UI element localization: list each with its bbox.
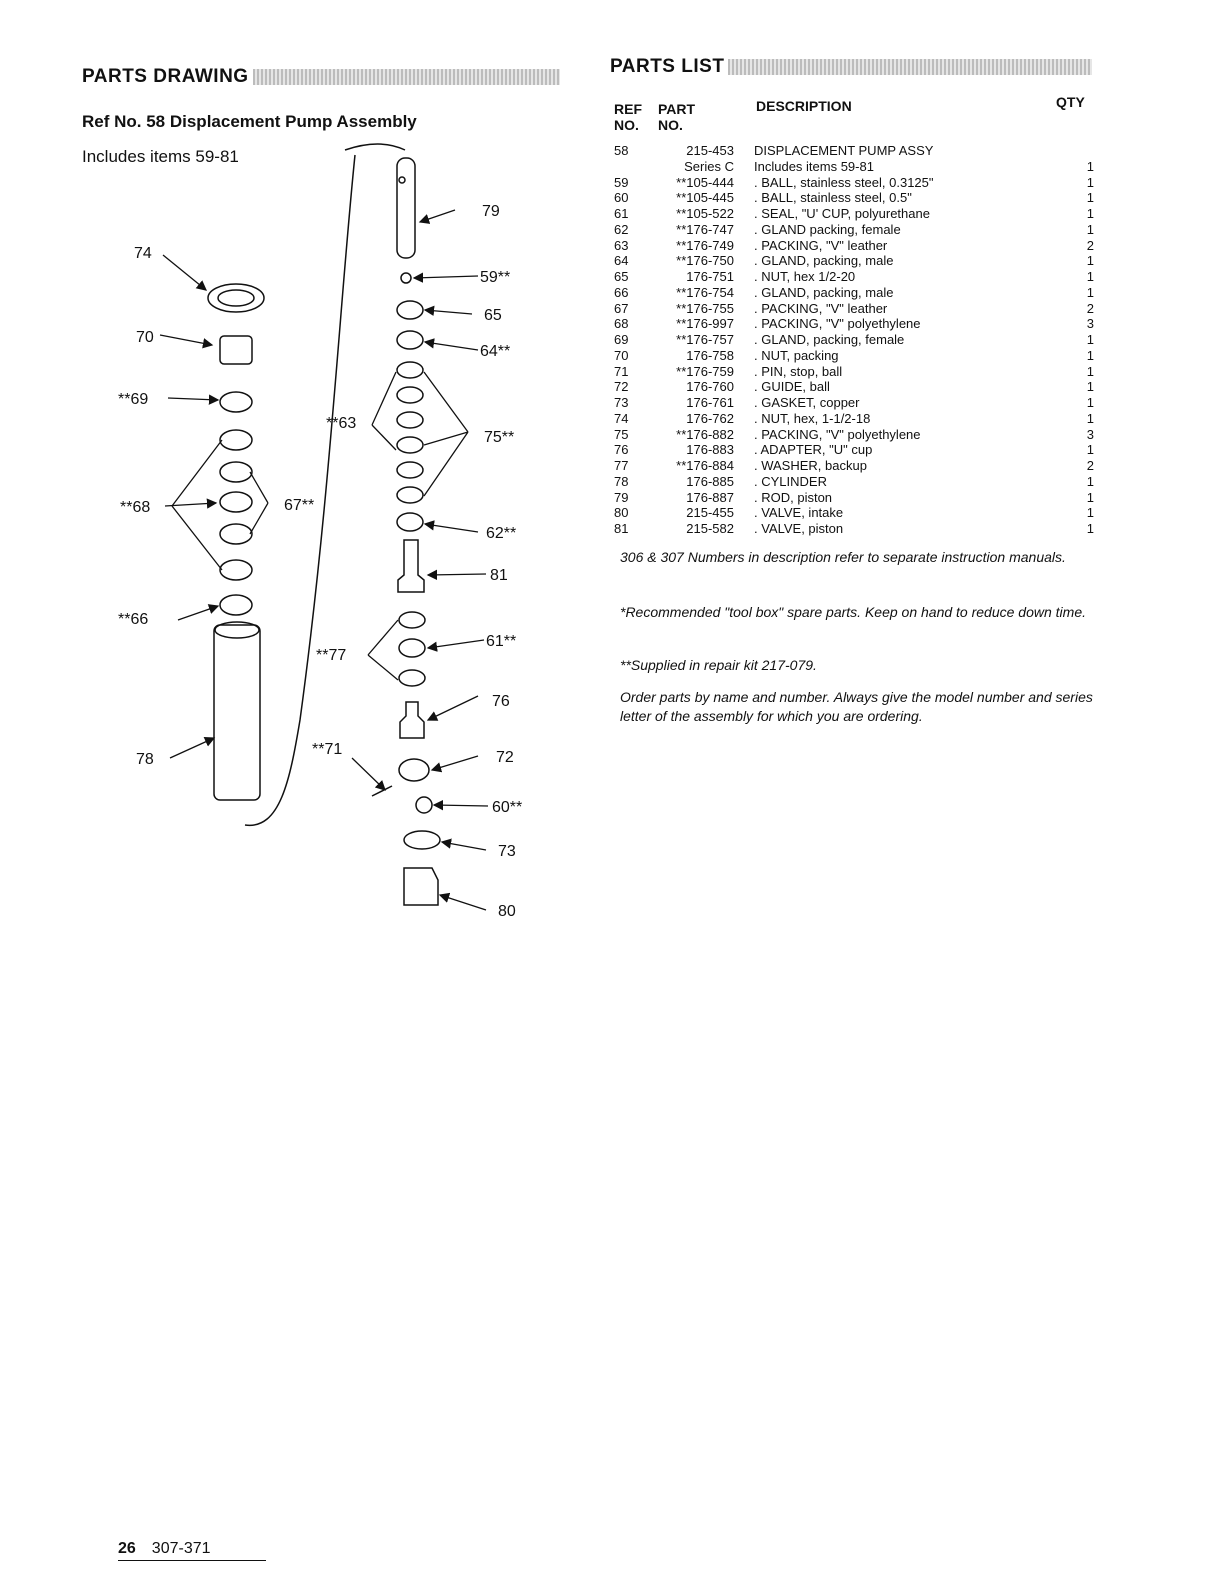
gland-64 (397, 331, 423, 349)
col-part-header: PART NO. (658, 101, 696, 133)
qty-cell: 1 (1086, 269, 1094, 284)
piston-valve-81 (398, 540, 424, 592)
col-description-header: DESCRIPTION (756, 98, 852, 114)
ref-cell: 73 (614, 395, 629, 410)
label-81: 81 (490, 567, 508, 584)
description-cell: . BALL, stainless steel, 0.3125" (754, 174, 934, 190)
label-71: **71 (312, 741, 343, 758)
qty-cell: 1 (1086, 505, 1094, 521)
parts-row (614, 269, 1094, 285)
ref-cell: 68 (614, 316, 629, 332)
qty-cell: 1 (1086, 221, 1094, 237)
parts-row (614, 427, 1094, 443)
col-qty-header: QTY (1056, 94, 1085, 110)
label-80: 80 (498, 903, 516, 920)
part-number-cell: 176-883 (686, 442, 734, 458)
hex-nut-74 (208, 284, 264, 312)
description-cell: . PACKING, "V" polyethylene (754, 426, 921, 442)
packing-nut-70 (220, 336, 252, 364)
parts-list-title: PARTS LIST (610, 56, 725, 77)
part-number-cell: **176-747 (676, 221, 734, 237)
ref-cell: 58 (614, 143, 629, 158)
description-cell: . VALVE, intake (754, 505, 844, 521)
part-number-cell: **105-444 (676, 174, 734, 190)
description-cell: . CYLINDER (754, 473, 827, 489)
part-number-cell: Series C (684, 158, 734, 174)
part-number-cell: 176-885 (686, 473, 734, 489)
parts-row (614, 206, 1094, 222)
label-68: **68 (120, 499, 151, 516)
ball-60 (416, 797, 432, 813)
label-79: 79 (482, 203, 500, 220)
part-number-cell: **176-884 (676, 458, 734, 473)
parts-row (614, 238, 1094, 254)
qty-cell: 1 (1086, 442, 1094, 458)
parts-drawing-heading (82, 66, 560, 88)
part-number-cell: **176-749 (676, 237, 734, 253)
part-number-cell: **176-997 (676, 316, 734, 332)
qty-cell: 1 (1086, 489, 1094, 505)
description-cell: . NUT, packing (754, 347, 839, 363)
ref-cell: 69 (614, 332, 629, 347)
qty-cell: 1 (1086, 284, 1094, 300)
description-cell: . GLAND, packing, male (754, 253, 894, 269)
page-footer (118, 1540, 266, 1561)
parts-row (614, 379, 1094, 395)
ref-cell: 76 (614, 442, 629, 458)
description-cell: DISPLACEMENT PUMP ASSY (754, 143, 934, 158)
heading-rule (253, 69, 560, 85)
description-cell: . NUT, hex 1/2-20 (754, 269, 856, 284)
parts-row (614, 175, 1094, 191)
parts-row (614, 222, 1094, 238)
qty-cell: 1 (1086, 521, 1094, 536)
qty-cell: 1 (1086, 363, 1094, 379)
parts-list-heading (610, 56, 1092, 78)
ref-cell: 60 (614, 190, 629, 206)
heading-rule (728, 59, 1092, 75)
page-number: 26 (118, 1540, 136, 1557)
parts-row (614, 364, 1094, 380)
part-number-cell: **176-750 (676, 253, 734, 269)
label-60: 60** (492, 799, 523, 816)
ref-cell: 79 (614, 489, 629, 505)
description-cell: . BALL, stainless steel, 0.5" (754, 190, 912, 206)
parts-drawing-title: PARTS DRAWING (82, 66, 249, 87)
ref-cell: 61 (614, 206, 629, 221)
packing-67a (220, 492, 252, 512)
parts-row (614, 190, 1094, 206)
ref-cell: 64 (614, 253, 629, 269)
adapter-76 (400, 702, 424, 738)
gland-69 (220, 392, 252, 412)
qty-cell: 2 (1086, 300, 1094, 316)
parts-row (614, 505, 1094, 521)
parts-row (614, 143, 1094, 159)
note-instruction-manuals: 306 & 307 Numbers in description refer to separate instruction manuals. (620, 549, 1066, 565)
part-number-cell: 215-455 (686, 505, 734, 521)
qty-cell: 2 (1086, 237, 1094, 253)
description-cell: . VALVE, piston (754, 521, 844, 536)
parts-row (614, 285, 1094, 301)
label-65: 65 (484, 307, 502, 324)
qty-cell: 3 (1086, 426, 1094, 442)
qty-cell: 1 (1086, 253, 1094, 269)
document-number: 307-371 (151, 1540, 211, 1557)
part-number-cell: 176-761 (686, 395, 734, 410)
assembly-subtitle: Ref No. 58 Displacement Pump Assembly (82, 112, 417, 131)
part-number-cell: **176-757 (676, 332, 734, 347)
description-cell: . PACKING, "V" leather (754, 300, 888, 316)
packing-68a (220, 430, 252, 450)
description-cell: . GLAND, packing, female (754, 332, 905, 347)
label-72: 72 (496, 749, 514, 766)
part-number-cell: **176-754 (676, 284, 734, 300)
exploded-parts-drawing (80, 140, 560, 930)
part-number-cell: 176-762 (686, 410, 734, 426)
label-76: 76 (492, 693, 510, 710)
qty-cell: 1 (1086, 347, 1094, 363)
description-cell: . PIN, stop, ball (754, 363, 843, 379)
ref-cell: 63 (614, 237, 629, 253)
qty-cell: 1 (1086, 206, 1094, 221)
description-cell: . ADAPTER, "U" cup (754, 442, 873, 458)
label-67: 67** (284, 497, 315, 514)
cylinder-78 (214, 625, 260, 800)
ref-cell: 66 (614, 284, 629, 300)
packing-68b (220, 462, 252, 482)
qty-cell: 1 (1086, 395, 1094, 410)
note-spare-parts: *Recommended "tool box" spare parts. Keep on hand to reduce down time. (620, 604, 1086, 620)
intake-valve-80 (404, 868, 438, 905)
description-cell: . PACKING, "V" polyethylene (754, 316, 921, 332)
label-78: 78 (136, 751, 154, 768)
packing-68c (220, 560, 252, 580)
parts-row (614, 442, 1094, 458)
label-66: **66 (118, 611, 149, 628)
ref-cell: 67 (614, 300, 629, 316)
ref-cell: 80 (614, 505, 629, 521)
col-ref-header: REF NO. (614, 101, 642, 133)
label-69: **69 (118, 391, 149, 408)
label-61: 61** (486, 633, 517, 650)
parts-row (614, 411, 1094, 427)
part-number-cell: **105-522 (676, 206, 734, 221)
label-70: 70 (136, 329, 154, 346)
qty-cell: 2 (1086, 458, 1094, 473)
ref-cell: 71 (614, 363, 629, 379)
gasket-73 (404, 831, 440, 849)
packing-67b (220, 524, 252, 544)
label-77: **77 (316, 647, 347, 664)
ball-guide-72 (399, 759, 429, 781)
label-59: 59** (480, 269, 511, 286)
parts-row (614, 348, 1094, 364)
description-cell: . ROD, piston (754, 489, 833, 505)
assembly-guide-line (245, 155, 355, 825)
part-number-cell: 176-751 (686, 269, 734, 284)
parts-row (614, 316, 1094, 332)
parts-row (614, 458, 1094, 474)
ball-59 (401, 273, 411, 283)
part-number-cell: 215-582 (686, 521, 734, 536)
ref-cell: 81 (614, 521, 629, 536)
part-number-cell: **105-445 (676, 190, 734, 206)
ref-cell: 77 (614, 458, 629, 473)
label-75: 75** (484, 429, 515, 446)
ref-cell: 59 (614, 174, 629, 190)
description-cell: . GLAND packing, female (754, 221, 901, 237)
ref-cell: 65 (614, 269, 629, 284)
qty-cell: 1 (1086, 332, 1094, 347)
qty-cell: 1 (1086, 190, 1094, 206)
parts-row (614, 490, 1094, 506)
ref-cell: 75 (614, 426, 629, 442)
gland-66 (220, 595, 252, 615)
description-cell: . SEAL, "U' CUP, polyurethane (754, 206, 930, 221)
description-cell: . WASHER, backup (754, 458, 867, 473)
gland-62 (397, 513, 423, 531)
parts-row (614, 521, 1094, 537)
parts-row (614, 301, 1094, 317)
parts-row (614, 474, 1094, 490)
parts-table (614, 143, 1094, 537)
qty-cell: 3 (1086, 316, 1094, 332)
note-repair-kit: **Supplied in repair kit 217-079. (620, 657, 817, 673)
qty-cell: 1 (1086, 410, 1094, 426)
ref-cell: 62 (614, 221, 629, 237)
part-number-cell: 176-887 (686, 489, 734, 505)
part-number-cell: 176-758 (686, 347, 734, 363)
label-73: 73 (498, 843, 516, 860)
parts-row (614, 332, 1094, 348)
parts-row (614, 253, 1094, 269)
note-ordering: Order parts by name and number. Always give the model number and series letter of the assembly for which you are ordering. (620, 689, 1093, 724)
part-number-cell: 176-760 (686, 379, 734, 395)
qty-cell: 1 (1086, 473, 1094, 489)
description-cell: . GUIDE, ball (754, 379, 830, 395)
ref-cell: 70 (614, 347, 629, 363)
description-cell: Includes items 59-81 (754, 158, 874, 174)
nut-65 (397, 301, 423, 319)
part-number-cell: 215-453 (686, 143, 734, 158)
label-64: 64** (480, 343, 511, 360)
label-62: 62** (486, 525, 517, 542)
part-number-cell: **176-755 (676, 300, 734, 316)
description-cell: . GLAND, packing, male (754, 284, 894, 300)
description-cell: . GASKET, copper (754, 395, 860, 410)
part-number-cell: **176-882 (676, 426, 734, 442)
includes-note: Includes items 59-81 (82, 147, 239, 166)
qty-cell: 1 (1086, 158, 1094, 174)
piston-rod-79 (397, 158, 415, 258)
ref-cell: 72 (614, 379, 629, 395)
label-63: **63 (326, 415, 357, 432)
parts-row (614, 159, 1094, 175)
label-74: 74 (134, 245, 152, 262)
qty-cell: 1 (1086, 174, 1094, 190)
ref-cell: 74 (614, 410, 629, 426)
part-number-cell: **176-759 (676, 363, 734, 379)
parts-row (614, 395, 1094, 411)
description-cell: . PACKING, "V" leather (754, 237, 888, 253)
description-cell: . NUT, hex, 1-1/2-18 (754, 410, 871, 426)
ref-cell: 78 (614, 473, 629, 489)
qty-cell: 1 (1086, 379, 1094, 395)
